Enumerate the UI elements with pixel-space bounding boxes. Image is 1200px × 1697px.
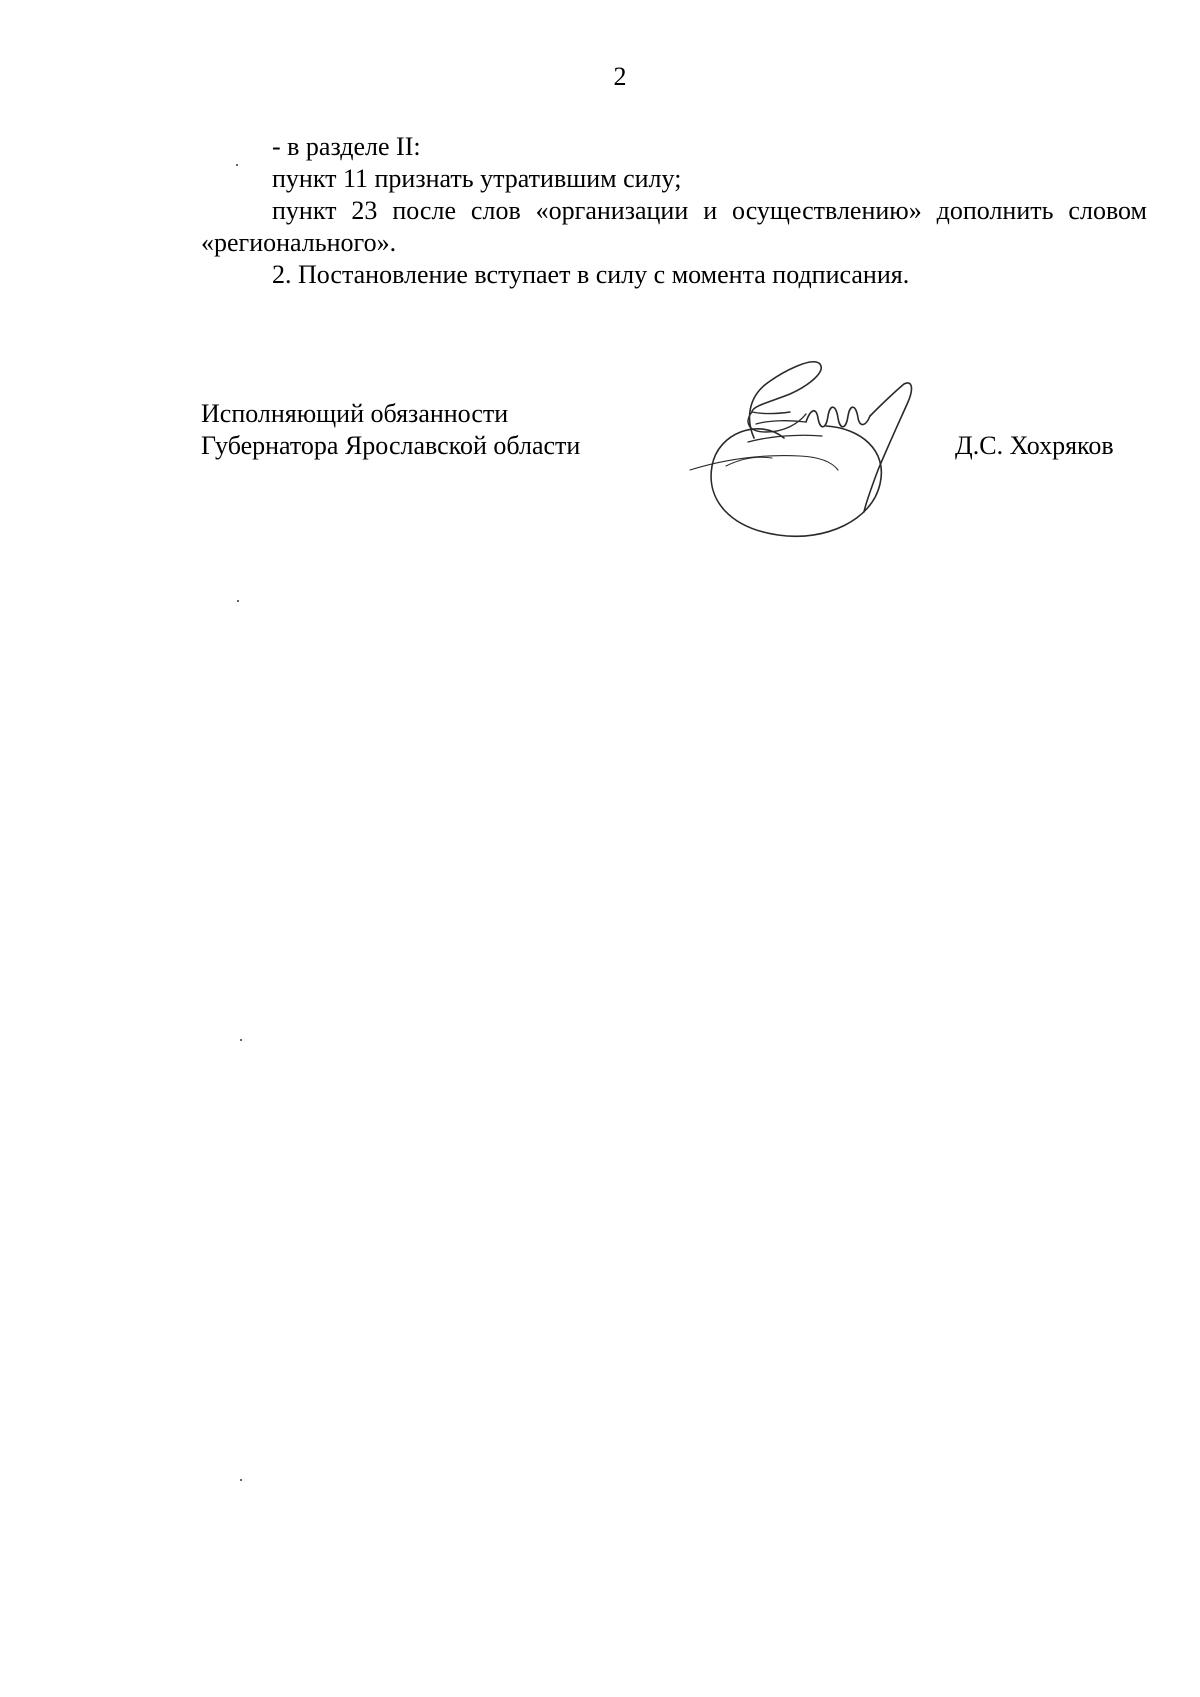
signer-name: Д.С. Хохряков [955,431,1114,460]
paragraph-effective-date: 2. Постановление вступает в силу с момента подписания. [272,260,910,289]
document-body [201,131,1147,291]
scan-speck [236,164,238,166]
page-number: 2 [613,62,627,91]
scan-speck [237,600,239,602]
paragraph-item-11: пункт 11 признать утратившим силу; [272,164,682,193]
signatory-position-line-2: Губернатора Ярославской области [201,431,581,460]
signatory-position [201,398,580,462]
paragraph-item-23: пункт 23 после слов «организации и осуществлению» дополнить словом «регионального». [201,196,1147,257]
scan-speck [240,1479,242,1481]
scan-speck [240,1039,242,1041]
signatory-position-line-1: Исполняющий обязанности [201,399,509,428]
paragraph-section-ii: - в разделе II: [272,132,421,161]
